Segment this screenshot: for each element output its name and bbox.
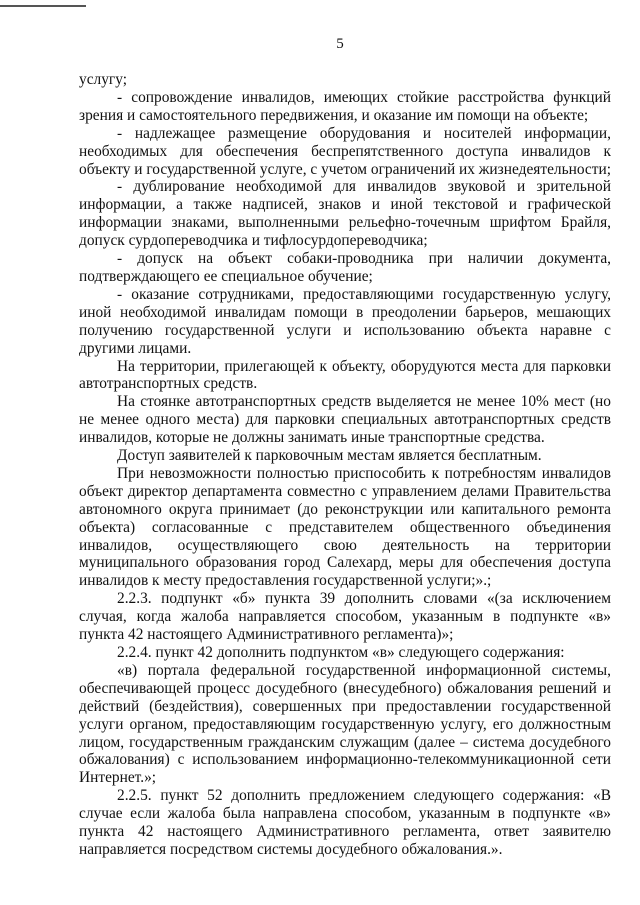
paragraph: - сопровождение инвалидов, имеющих стойкие расстройства функций зрения и самостоятельного передвижения, и оказание им помощи на объекте; xyxy=(79,88,611,124)
paragraph: На территории, прилегающей к объекту, оборудуются места для парковки автотранспортных средств. xyxy=(79,357,611,393)
paragraph: При невозможности полностью приспособить к потребностям инвалидов объект директор департамента совместно с управлением делами Правительства автономного округа принимает (до реконструкции или капитального ремонта объекта) согласованные с представителем общественного объединения инвалидов, осуществляющего свою деятельность на территории муниципального образования город Салехард, меры для обеспечения доступа инвалидов к месту предоставления государственной услуги;».; xyxy=(79,464,611,590)
paragraph: 2.2.3. подпункт «б» пункта 39 дополнить словами «(за исключением случая, когда жалоба направляется способом, указанным в подпункте «в» пункта 42 настоящего Административного регламента)»; xyxy=(79,590,611,644)
paragraph: 2.2.5. пункт 52 дополнить предложением следующего содержания: «В случае если жалоба была направлена способом, указанным в подпункте «в» пункта 42 настоящего Административного регламента, ответ заявителю направляется посредством системы досудебного обжалования.». xyxy=(79,787,611,858)
paragraph: - оказание сотрудниками, предоставляющими государственную услугу, иной необходимой инвалидам помощи в преодолении барьеров, мешающих получению государственной услуги и использованию объекта наравне с другими лицами. xyxy=(79,285,611,357)
page-number: 5 xyxy=(336,36,344,52)
paragraph: услугу; xyxy=(79,71,127,88)
paragraph: - допуск на объект собаки-проводника при наличии документа, подтверждающего ее специальное обучение; xyxy=(79,250,611,285)
document-body xyxy=(79,71,611,859)
paragraph: - дублирование необходимой для инвалидов звуковой и зрительной информации, а также надписей, знаков и иной текстовой и графической информации знаками, выполненными рельефно-точечным шрифтом Брайля, допуск сурдопереводчика и тифлосурдопереводчика; xyxy=(79,178,611,250)
paragraph: «в) портала федеральной государственной информационной системы, обеспечивающей процесс досудебного (внесудебного) обжалования решений и действий (бездействия), совершенных при предоставлении государственной услуги органом, предоставляющим государственную услугу, его должностным лицом, государственным гражданским служащим (далее – система досудебного обжалования) с использованием информационно-телекоммуникационной сети Интернет.»; xyxy=(79,661,611,787)
paragraph: - надлежащее размещение оборудования и носителей информации, необходимых для обеспечения беспрепятственного доступа инвалидов к объекту и государственной услуге, с учетом ограничений их жизнедеятельности; xyxy=(79,124,611,178)
paragraph: Доступ заявителей к парковочным местам является бесплатным. xyxy=(117,447,542,465)
paragraph: 2.2.4. пункт 42 дополнить подпунктом «в» следующего содержания: xyxy=(117,644,565,661)
paragraph: На стоянке автотранспортных средств выделяется не менее 10% мест (но не менее одного места) для парковки специальных автотранспортных средств инвалидов, которые не должны занимать иные транспортные средства. xyxy=(79,393,611,447)
top-corner-rule xyxy=(0,0,86,7)
